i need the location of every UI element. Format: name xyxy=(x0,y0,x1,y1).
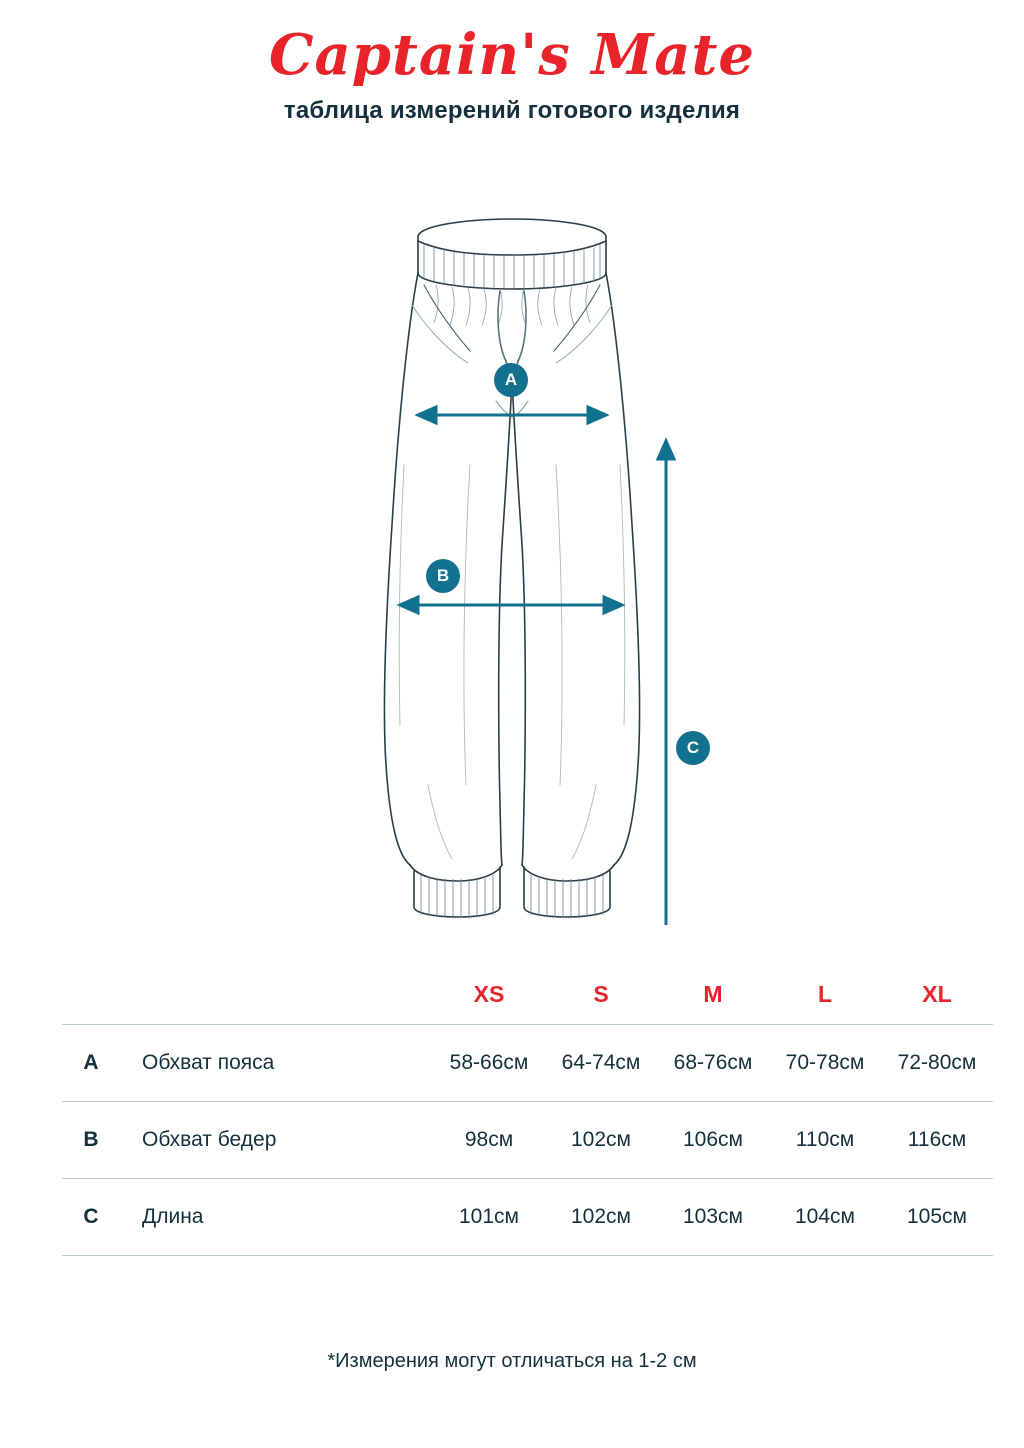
cell-a-xl: 72-80см xyxy=(897,1051,977,1074)
row-label-a: Обхват пояса xyxy=(142,1051,275,1074)
row-letter-a: A xyxy=(83,1051,99,1074)
measurement-note: *Измерения могут отличаться на 1-2 см xyxy=(327,1350,697,1372)
header-size-m: M xyxy=(703,981,723,1007)
header-size-s: S xyxy=(593,981,609,1007)
table-row xyxy=(62,1025,993,1102)
row-letter-c: C xyxy=(83,1205,99,1228)
page-subtitle: таблица измерений готового изделия xyxy=(283,96,741,124)
cell-a-m: 68-76см xyxy=(673,1051,753,1074)
row-letter-b: B xyxy=(83,1128,99,1151)
header-size-xs: XS xyxy=(473,981,505,1007)
size-table-body xyxy=(62,1025,993,1256)
table-header-row xyxy=(62,980,993,1025)
header-size-l: L xyxy=(817,981,833,1007)
cell-b-l: 110см xyxy=(795,1128,855,1151)
size-table xyxy=(62,980,993,1256)
brand-title: Captain's Mate xyxy=(268,22,756,88)
cell-b-s: 102см xyxy=(571,1128,631,1151)
badge-c: C xyxy=(676,731,710,765)
cell-c-s: 102см xyxy=(571,1205,631,1228)
badge-b: B xyxy=(426,559,460,593)
joggers-illustration xyxy=(0,165,1024,925)
cell-a-s: 64-74см xyxy=(561,1051,641,1074)
row-label-c: Длина xyxy=(142,1205,204,1228)
table-row xyxy=(62,1179,993,1256)
table-row xyxy=(62,1102,993,1179)
size-table-wrapper xyxy=(62,980,977,1256)
cell-a-l: 70-78см xyxy=(785,1051,865,1074)
cell-b-m: 106см xyxy=(683,1128,743,1151)
cell-c-m: 103см xyxy=(683,1205,743,1228)
cell-b-xs: 98см xyxy=(464,1128,514,1151)
garment-diagram xyxy=(0,165,1024,925)
header-letter-spacer xyxy=(62,980,120,1025)
cell-c-l: 104см xyxy=(795,1205,855,1228)
cell-a-xs: 58-66см xyxy=(449,1051,529,1074)
badge-a: A xyxy=(494,363,528,397)
cell-b-xl: 116см xyxy=(907,1128,967,1151)
row-label-b: Обхват бедер xyxy=(142,1128,277,1151)
cell-c-xs: 101см xyxy=(459,1205,519,1228)
header-measurement-spacer xyxy=(120,980,433,1025)
header-size-xl: XL xyxy=(922,981,952,1007)
size-table-head xyxy=(62,980,993,1025)
cell-c-xl: 105см xyxy=(907,1205,967,1228)
